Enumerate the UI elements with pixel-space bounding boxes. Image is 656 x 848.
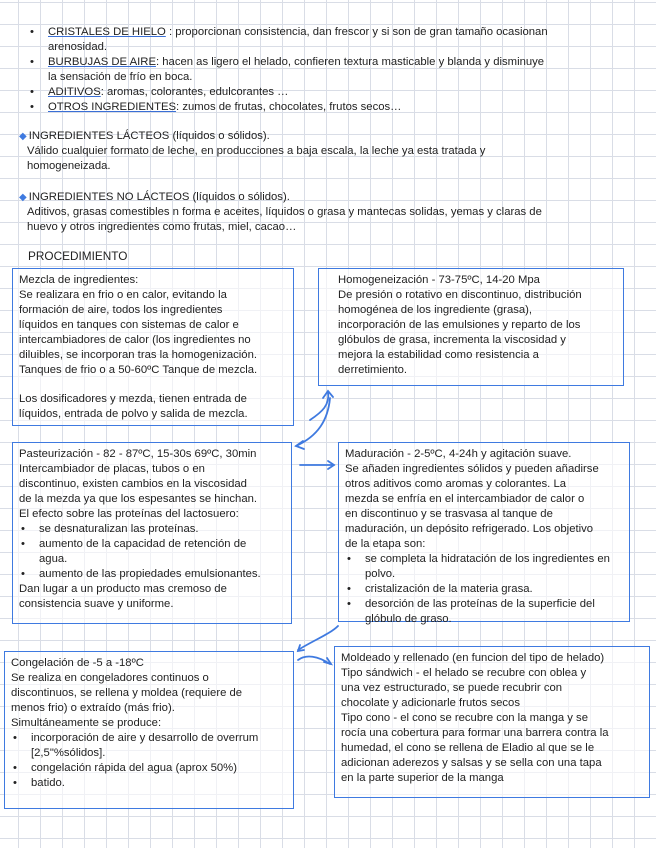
congel-item: • batido. [11,776,287,791]
mezcla-line: líquidos en tanques con sistemas de calor e [19,319,239,331]
mezcla-line: Tanques de frio o a 50-60ºC Tanque de mezcla. [19,364,258,376]
moldeado-line: una vez estructurado, se puede recubrir con [341,682,563,694]
congel-line: Se realiza en congeladores continuos o [11,672,209,684]
moldeado-title: Moldeado y rellenado (en funcion del tipo de helado) [341,652,605,664]
no-lacteos-text: Aditivos, grasas comestibles n forma e aceites, líquidos o grasa y mantecas solidas, yemas y claras de [27,206,542,218]
madur-line: otros aditivos como aromas y colorantes. La [345,478,567,490]
mezcla-line: diluibles, se incorporan tras la homogenización. [19,349,257,361]
lacteos-text: Válido cualquier formato de leche, en producciones a baja escala, la leche ya esta tratada y [27,145,486,157]
congel-line: menos frio) o extraído (más frio). [11,702,175,714]
arrow-madur-congel [298,626,338,650]
mezcla-line: Los dosificadores y mezda, tienen entrada de [19,393,247,405]
congel-item: • congelación rápida del agua (aprox 50%) [11,761,287,776]
pasteur-line: discontinuo, existen cambios en la viscosidad [19,478,247,490]
homog-line: glóbulos de grasa, incrementa la viscosidad y [338,334,566,346]
moldeado-line: Tipo sándwich - el helado se recubre con oblea y [341,667,587,679]
no-lacteos-title: INGREDIENTES NO LÁCTEOS (líquidos o sólidos). [28,191,290,203]
pasteur-item: • aumento de las propiedades emulsionantes. [19,567,285,582]
madur-item: • desorción de las proteínas de la superficie del glóbulo de graso. [345,597,630,627]
bullet-aditivos: • ADITIVOS: aromas, colorantes, edulcorantes … [30,86,289,98]
bullet-burbujas: • BURBUJAS DE AIRE: hacen as ligero el helado, confieren textura masticable y blanda y disminuye la sensación de frío en boca. [30,56,545,83]
pasteur-item: • aumento de la capacidad de retención de agua. [19,537,264,567]
bullet-otros: • OTROS INGREDIENTES: zumos de frutas, chocolates, frutos secos… [30,101,402,113]
moldeado-line: en la parte superior de la manga [341,772,504,784]
moldeado-line: humedad, el cono se rellena de Eladio al que se le [341,742,595,754]
lacteos-title: INGREDIENTES LÁCTEOS (líquidos o sólidos). [28,130,270,142]
arrow-homog-pasteur [296,398,330,446]
homog-title: Homogeneización - 73-75ºC, 14-20 Mpa [338,274,540,286]
lacteos-text-2: homogeneizada. [27,160,111,172]
congel-title: Congelación de -5 a -18ºC [11,657,144,669]
mezcla-line: líquidos, entrada de polvo y salida de mezcla. [19,408,248,420]
mezcla-line: Se realizara en frio o en calor, evitando la [19,289,227,301]
moldeado-line: Tipo cono - el cono se recubre con la manga y se [341,712,588,724]
pasteur-line: consistencia suave y uniforme. [19,598,174,610]
pasteur-line: El efecto sobre las proteínas del lactosuero: [19,508,239,520]
procedimiento-heading: PROCEDIMIENTO [28,249,128,263]
madur-item: • cristalización de la materia grasa. [345,582,623,597]
madur-line: de la etapa son: [345,538,426,550]
moldeado-line: chocolate y adicionarle frutos secos [341,697,520,709]
congel-item: • incorporación de aire y desarrollo de overrum [2,5"%sólidos]. [11,731,281,761]
pasteur-title: Pasteurización - 82 - 87ºC, 15-30s 69ºC, 30min [19,448,257,460]
pasteur-line: Intercambiador de placas, tubos o en [19,463,205,475]
mezcla-line: intercambiadores de calor (los ingredientes no [19,334,251,346]
homog-line: mejora la estabilidad como resistencia a [338,349,539,361]
madur-line: mezda se enfría en el intercambiador de calor o [345,493,585,505]
homog-line: De presión o rotativo en discontinuo, distribución [338,289,582,301]
madur-title: Maduración - 2-5ºC, 4-24h y agitación suave. [345,448,572,460]
no-lacteos-text-2: huevo y otros ingredientes como frutas, miel, cacao… [27,221,297,233]
homog-line: derretimiento. [338,364,408,376]
pasteur-line: de la mezda ya que los espesantes se hinchan. [19,493,258,505]
mezcla-line: formación de aire, todos los ingredientes [19,304,223,316]
madur-line: en discontinuo y se trasvasa al tanque de [345,508,553,520]
madur-line: maduración, un depósito refrigerado. Los objetivo [345,523,594,535]
mezcla-title: Mezcla de ingredientes: [19,274,139,286]
madur-line: Se añaden ingredientes sólidos y pueden añadirse [345,463,599,475]
congel-line: discontinuos, se rellena y moldea (requiere de [11,687,243,699]
congel-line: Simultáneamente se produce: [11,717,162,729]
bullet-cristales: • CRISTALES DE HIELO : proporcionan consistencia, dan frescor y si son de gran tamaño ocasionan arenosidad. [30,26,548,53]
bookmark-icon: ◆ [19,131,27,142]
bookmark-icon: ◆ [19,192,27,203]
pasteur-item: • se desnaturalizan las proteínas. [19,522,285,537]
pasteur-line: Dan lugar a un producto mas cremoso de [19,583,227,595]
moldeado-line: adicionan aderezos y salsas y se sella con una tapa [341,757,602,769]
homog-line: homogénea de los ingrediente (grasa), [338,304,533,316]
homog-line: incorporación de las emulsiones y reparto de los [338,319,581,331]
moldeado-line: rocía una cobertura para formar una barrera contra la [341,727,609,739]
madur-item: • se completa la hidratación de los ingredientes en polvo. [345,552,620,582]
